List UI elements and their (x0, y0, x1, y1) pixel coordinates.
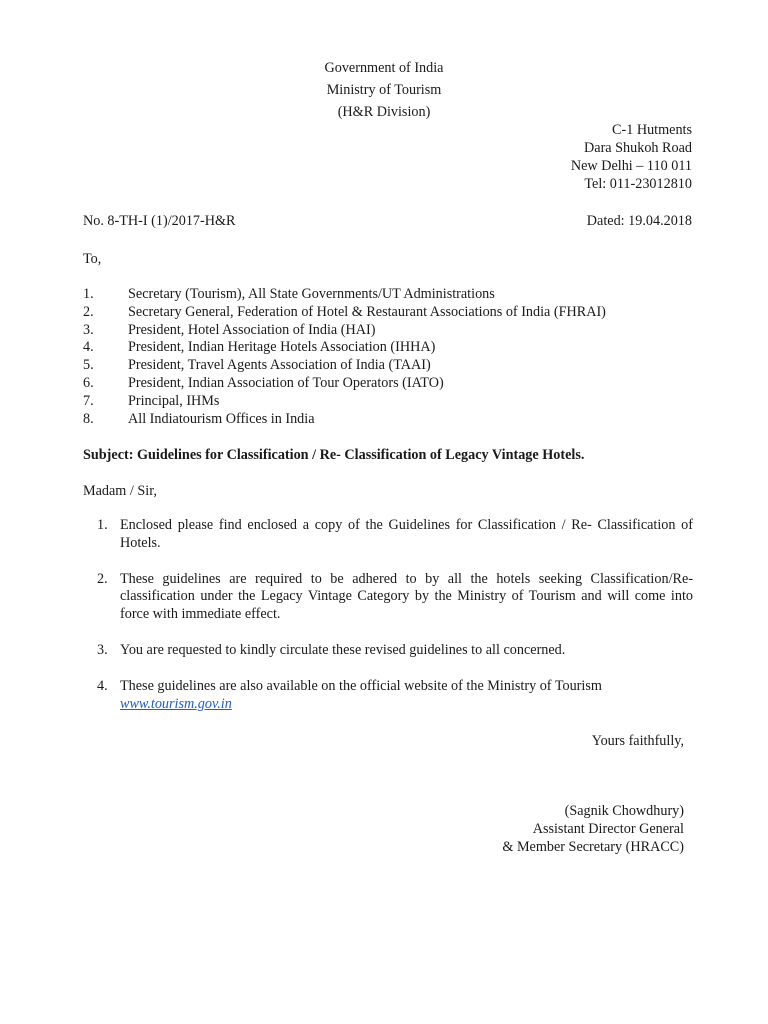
recipient-number: 2. (83, 303, 94, 320)
recipient-item (83, 322, 703, 340)
point-number: 3. (97, 641, 108, 658)
recipient-item (83, 411, 703, 429)
recipient-number: 8. (83, 410, 94, 427)
recipient-text: Secretary (Tourism), All State Governments/UT Administrations (128, 286, 495, 302)
signatory-title-secondary: & Member Secretary (HRACC) (502, 839, 684, 855)
recipient-item (83, 339, 703, 357)
header-government: Government of India (324, 60, 444, 76)
point-text: You are requested to kindly circulate these revised guidelines to all concerned. (120, 641, 566, 658)
point-text: These guidelines are required to be adhered to by all the hotels seeking Classification/Re-classification under the Legacy Vintage Category by the Ministry of Tourism and will come into force with immediate effect. (120, 570, 693, 623)
point-text: Enclosed please find enclosed a copy of the Guidelines for Classification / Re- Classification of Hotels. (120, 517, 693, 551)
reference-number: No. 8-TH-I (1)/2017-H&R (83, 213, 236, 229)
recipient-item (83, 286, 703, 304)
recipient-text: Principal, IHMs (128, 392, 220, 409)
recipient-number: 7. (83, 392, 94, 409)
date: Dated: 19.04.2018 (586, 213, 692, 229)
recipient-text: Secretary General, Federation of Hotel & Restaurant Associations of India (FHRAI) (128, 303, 606, 320)
recipient-item (83, 357, 703, 375)
recipient-number: 3. (83, 321, 94, 338)
recipient-text: President, Indian Heritage Hotels Association (IHHA) (128, 339, 436, 356)
recipient-text: President, Hotel Association of India (HAI) (128, 321, 376, 338)
header-ministry: Ministry of Tourism (326, 82, 442, 98)
header-division: (H&R Division) (337, 104, 431, 120)
signatory-title: Assistant Director General (532, 821, 684, 837)
body-point (83, 642, 693, 660)
address-line-3: New Delhi – 110 011 (570, 158, 692, 174)
subject-line: Subject: Guidelines for Classification / Re- Classification of Legacy Vintage Hotels. (83, 447, 585, 463)
address-line-2: Dara Shukoh Road (584, 140, 692, 156)
signatory-name: (Sagnik Chowdhury) (564, 803, 684, 819)
recipient-number: 6. (83, 374, 94, 391)
address-phone: Tel: 011-23012810 (584, 176, 692, 192)
signature-block (502, 802, 684, 856)
recipient-list (83, 286, 703, 428)
point-number: 4. (97, 677, 108, 694)
recipient-item (83, 393, 703, 411)
recipient-number: 1. (83, 286, 94, 302)
recipient-text: All Indiatourism Offices in India (128, 410, 315, 427)
point-text: These guidelines are also available on the official website of the Ministry of Tourism (120, 677, 602, 694)
recipient-item (83, 375, 703, 393)
body-point (83, 678, 693, 714)
point-number: 1. (97, 517, 108, 533)
address-line-1: C-1 Hutments (612, 122, 692, 138)
to-label: To, (83, 251, 102, 267)
body-point (83, 517, 693, 553)
recipient-number: 4. (83, 339, 94, 356)
body-points (83, 517, 693, 731)
body-point (83, 571, 693, 624)
salutation: Madam / Sir, (83, 483, 157, 499)
recipient-item (83, 304, 703, 322)
point-number: 2. (97, 570, 108, 587)
closing-phrase: Yours faithfully, (591, 733, 684, 749)
tourism-website-link[interactable]: www.tourism.gov.in (120, 695, 232, 712)
recipient-number: 5. (83, 357, 94, 374)
recipient-text: President, Indian Association of Tour Operators (IATO) (128, 374, 444, 391)
recipient-text: President, Travel Agents Association of India (TAAI) (128, 357, 431, 374)
